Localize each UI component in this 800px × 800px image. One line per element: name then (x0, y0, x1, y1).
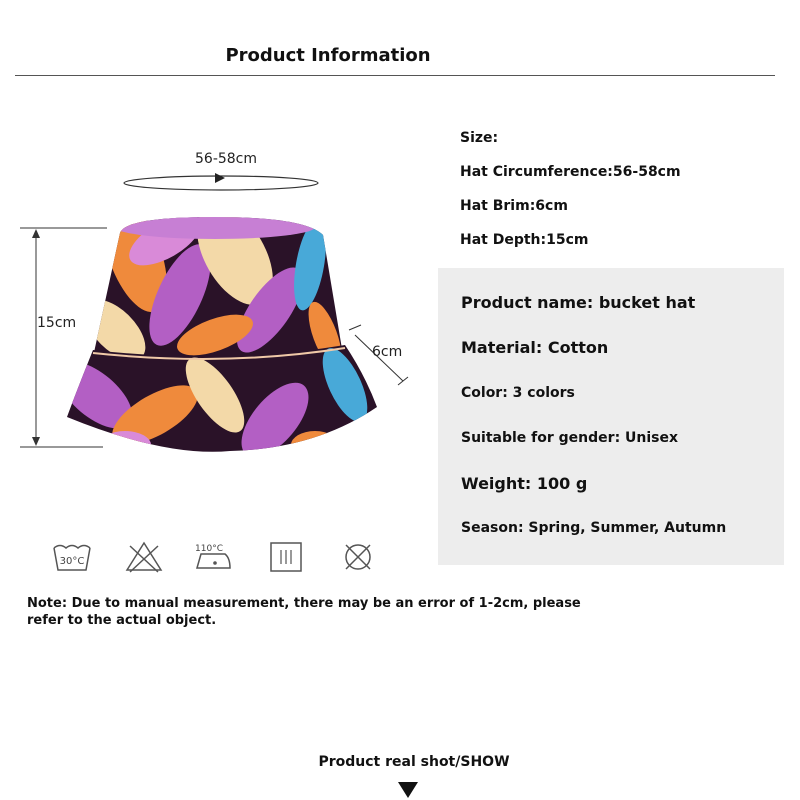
page-title: Product Information (225, 45, 431, 66)
specs-panel (438, 268, 784, 565)
spec-season: Season: Spring, Summer, Autumn (461, 520, 727, 536)
size-circumference: Hat Circumference:56-58cm (460, 164, 681, 180)
wash-temp-text: 30°C (59, 556, 85, 567)
size-depth: Hat Depth:15cm (460, 232, 589, 248)
down-arrow-icon (398, 782, 418, 798)
no-tumble-dry-icon (338, 540, 378, 574)
iron-110-icon (193, 540, 233, 574)
hat-diagram (15, 145, 425, 465)
measurement-note: Note: Due to manual measurement, there may be an error of 1-2cm, please refer to the actual object. (27, 596, 581, 628)
circumference-arrow (215, 173, 225, 183)
brim-label: 6cm (372, 344, 403, 360)
size-heading: Size: (460, 130, 499, 146)
size-block (460, 130, 681, 266)
wash-30-icon (52, 540, 92, 574)
spec-weight: Weight: 100 g (461, 474, 588, 493)
circumference-label: 56-58cm (195, 151, 258, 167)
size-brim: Hat Brim:6cm (460, 198, 568, 214)
no-bleach-icon (124, 540, 164, 574)
spec-gender: Suitable for gender: Unisex (461, 430, 679, 446)
product-show-label: Product real shot/SHOW (318, 754, 510, 770)
title-divider (15, 75, 775, 76)
spec-color: Color: 3 colors (461, 385, 575, 401)
spec-product-name: Product name: bucket hat (461, 293, 696, 312)
depth-label: 15cm (37, 315, 77, 331)
iron-temp-text: 110°C (195, 544, 223, 554)
spec-material: Material: Cotton (461, 338, 609, 357)
hat-illustration (15, 145, 425, 465)
drip-dry-icon (266, 540, 306, 574)
